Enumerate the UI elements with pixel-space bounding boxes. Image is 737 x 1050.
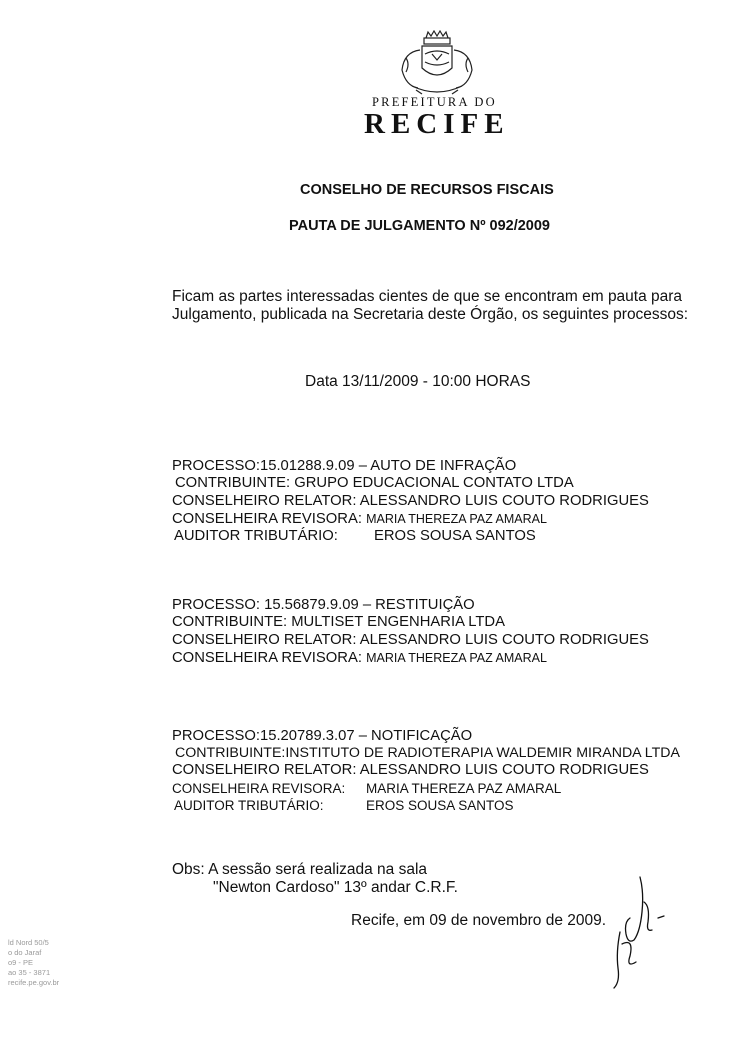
relator-name: ALESSANDRO LUIS COUTO RODRIGUES [359, 762, 649, 778]
obs-line-1: Obs: A sessão será realizada na sala [172, 861, 428, 878]
relator-name: ALESSANDRO LUIS COUTO RODRIGUES [359, 632, 649, 648]
footer-line: recife.pe.gov.br [8, 978, 60, 987]
process-relator [172, 762, 649, 779]
session-date: Data 13/11/2009 - 10:00 HORAS [305, 373, 531, 390]
intro-line-1: Ficam as partes interessadas cientes de que se encontram em pauta para [172, 288, 683, 305]
letterhead-prefeitura: PREFEITURA DO [372, 95, 497, 109]
process-number: PROCESSO:15.01288.9.09 – AUTO DE INFRAÇÃO [172, 458, 517, 474]
relator-name: ALESSANDRO LUIS COUTO RODRIGUES [359, 493, 649, 509]
agenda-title: PAUTA DE JULGAMENTO Nº 092/2009 [289, 218, 550, 234]
process-contribuinte: CONTRIBUINTE: GRUPO EDUCACIONAL CONTATO LTDA [175, 475, 574, 491]
auditor-label: AUDITOR TRIBUTÁRIO: [174, 528, 338, 544]
process-number: PROCESSO:15.20789.3.07 – NOTIFICAÇÃO [172, 728, 473, 744]
process-contribuinte: CONTRIBUINTE:INSTITUTO DE RADIOTERAPIA WALDEMIR MIRANDA LTDA [175, 745, 681, 761]
footer-line: o do Jaraf [8, 948, 42, 957]
coat-of-arms-icon [392, 30, 482, 96]
revisora-label: CONSELHEIRA REVISORA: [172, 781, 346, 796]
revisora-name: MARIA THEREZA PAZ AMARAL [366, 512, 547, 526]
intro-line-2: Julgamento, publicada na Secretaria deste Órgão, os seguintes processos: [172, 306, 689, 323]
relator-label: CONSELHEIRO RELATOR: [172, 493, 360, 509]
letterhead-recife: RECIFE [364, 108, 510, 140]
process-relator [172, 632, 649, 649]
process-contribuinte: CONTRIBUINTE: MULTISET ENGENHARIA LTDA [172, 614, 505, 630]
revisora-name: MARIA THEREZA PAZ AMARAL [366, 781, 562, 796]
auditor-label: AUDITOR TRIBUTÁRIO: [174, 798, 324, 813]
footer-line: ao 35 - 3871 [8, 968, 51, 977]
auditor-name: EROS SOUSA SANTOS [366, 798, 514, 813]
signature [600, 872, 670, 992]
process-number: PROCESSO: 15.56879.9.09 – RESTITUIÇÃO [172, 597, 475, 613]
relator-label: CONSELHEIRO RELATOR: [172, 762, 360, 778]
revisora-name: MARIA THEREZA PAZ AMARAL [366, 651, 547, 665]
revisora-label: CONSELHEIRA REVISORA: [172, 511, 367, 527]
auditor-name: EROS SOUSA SANTOS [374, 528, 536, 544]
footer-line: o9 - PE [8, 958, 34, 967]
process-relator [172, 493, 649, 510]
council-title: CONSELHO DE RECURSOS FISCAIS [300, 182, 554, 198]
relator-label: CONSELHEIRO RELATOR: [172, 632, 360, 648]
process-revisora [172, 511, 547, 528]
revisora-label: CONSELHEIRA REVISORA: [172, 650, 367, 666]
footer-line: ld Nord 50/5 [8, 938, 49, 947]
place-date: Recife, em 09 de novembro de 2009. [351, 912, 607, 929]
process-revisora [172, 650, 547, 667]
obs-line-2: "Newton Cardoso" 13º andar C.R.F. [213, 879, 458, 896]
footer-address [8, 938, 59, 988]
